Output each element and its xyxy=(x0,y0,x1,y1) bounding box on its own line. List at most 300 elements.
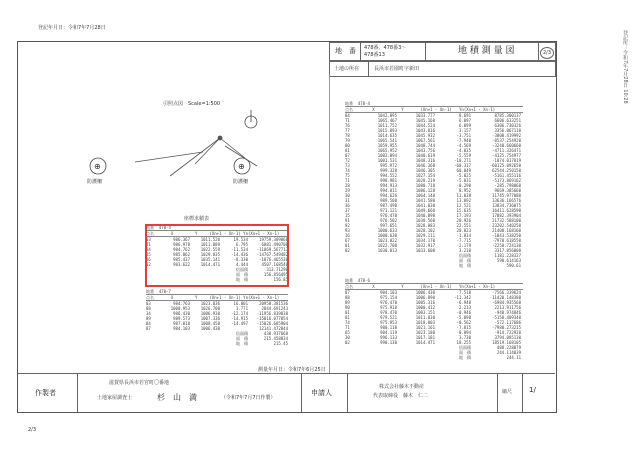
table-cell: 1028.219 xyxy=(415,178,435,183)
table-cell: 18.255 xyxy=(456,340,471,345)
table-cell: 1042.895 xyxy=(377,113,397,118)
table-cell: 86 xyxy=(146,257,151,262)
table-cell: 15 xyxy=(345,213,350,218)
total-value: 215.45 xyxy=(273,341,288,346)
table-cell: -8.330 xyxy=(233,257,248,262)
table-cell: 2.213 xyxy=(458,305,471,310)
table-cell: 1028.883 xyxy=(415,223,435,228)
table-header: 点名 X Y (Xn+1 - Xn-1) Yn(Xn+1 - Xn-1) xyxy=(345,284,523,290)
table-cell: 81 xyxy=(345,148,350,153)
table-total-row xyxy=(345,263,523,268)
total-label: 地 積 xyxy=(236,277,248,282)
table-cell: 4507.168540 xyxy=(261,262,288,267)
table-cell: 1000.953 xyxy=(170,306,190,311)
table-cell: 11.038 xyxy=(456,193,471,198)
total-label: 地 積 xyxy=(459,263,471,268)
table-cell: 994.552 xyxy=(380,173,397,178)
table-cell: 1034.170 xyxy=(415,238,435,243)
table-cell: -11.534 xyxy=(231,247,248,252)
table-cell: 73 xyxy=(345,163,350,168)
coord-table-478-4-b xyxy=(345,101,523,268)
table-cell: 28 xyxy=(345,183,350,188)
table-cell: 986.978 xyxy=(173,242,190,247)
table-cell: 976.470 xyxy=(380,213,397,218)
table-cell: -6984.935568 xyxy=(492,300,521,305)
table-cell: -60.317 xyxy=(454,163,471,168)
table-cell: -14.915 xyxy=(231,316,248,321)
total-label: 倍面積 xyxy=(459,345,471,350)
table-cell: 02 xyxy=(345,340,350,345)
table-cell: 1011.889 xyxy=(200,242,220,247)
table-cell: 1000.630 xyxy=(377,233,397,238)
table-cell: 3356.067110 xyxy=(494,128,521,133)
table-cell: 84 xyxy=(345,113,350,118)
table-cell: 11745.977080 xyxy=(492,193,521,198)
table-cell: 985.062 xyxy=(173,252,190,257)
table-cell: -0.290 xyxy=(456,183,471,188)
table-cell: -5161.455116 xyxy=(492,173,521,178)
table-cell: 84 xyxy=(146,321,151,326)
total-value: 313.71290 xyxy=(266,267,288,272)
title-block xyxy=(329,42,556,62)
table-cell: 1044.524 xyxy=(415,123,435,128)
table-cell: 87 xyxy=(345,290,350,295)
table-cell: 19.534 xyxy=(233,237,248,242)
table-cell: 02 xyxy=(345,248,350,253)
table-cell: -7980.273215 xyxy=(492,325,521,330)
table-cell: -948.974846 xyxy=(494,310,521,315)
table-cell: 22.551 xyxy=(456,223,471,228)
table-cell: 90 xyxy=(345,305,350,310)
table-cell: 12141.472044 xyxy=(259,326,288,331)
table-cell: -5.559 xyxy=(456,153,471,158)
table-cell: 93 xyxy=(345,228,350,233)
made-date: （令和7年7月7日作製） xyxy=(221,395,276,401)
table-cell: 37 xyxy=(345,208,350,213)
table-cell: 60.049 xyxy=(456,168,471,173)
table-cell: -4.569 xyxy=(456,143,471,148)
table-cell: 34 xyxy=(146,311,151,316)
table-cell: -14.436 xyxy=(231,252,248,257)
table-cell: 16411.628590 xyxy=(492,208,521,213)
table-cell: 1080.718 xyxy=(415,183,435,188)
sheet-number: 2/3 xyxy=(540,47,554,59)
table-cell: 1023.022 xyxy=(377,238,397,243)
location-label: 土地の所在 xyxy=(334,66,360,72)
table-cell: 88 xyxy=(146,306,151,311)
table-cell: 984.103 xyxy=(173,326,190,331)
table-cell: -4711.326471 xyxy=(492,148,521,153)
table-cell: 2844.691243 xyxy=(261,306,288,311)
table-cell: 20.823 xyxy=(456,228,471,233)
table-cell: 975.154 xyxy=(380,295,397,300)
table-cell: T1 xyxy=(146,242,151,247)
table-cell: 987.018 xyxy=(173,321,190,326)
table-cell: 1006.430 xyxy=(200,326,220,331)
table-cell: 31 xyxy=(345,198,350,203)
table-cell: 1026.700 xyxy=(200,306,220,311)
table-cell: 89 xyxy=(345,300,350,305)
total-label: 面 積 xyxy=(236,272,248,277)
table-cell: 973.121 xyxy=(380,208,397,213)
table-cell: 1067.561 xyxy=(415,138,435,143)
maker-title: 土地家屋調査士 xyxy=(97,395,133,401)
footer-block xyxy=(17,373,555,412)
table-cell: 1059.955 xyxy=(377,143,397,148)
table-cell: -7.940 xyxy=(456,138,471,143)
table-cell: 994.811 xyxy=(380,188,397,193)
table-cell: 1030.013 xyxy=(377,248,397,253)
total-value: 590.614163 xyxy=(496,258,521,263)
table-cell: 1040.098 xyxy=(415,213,435,218)
table-cell: 80 xyxy=(345,143,350,148)
table-cell: -4.035 xyxy=(456,148,471,153)
table-cell: -11869.567713 xyxy=(256,247,288,252)
table-cell: -7978.618550 xyxy=(492,238,521,243)
table-cell: 15.635 xyxy=(456,208,471,213)
table-cell: 1043.756 xyxy=(415,148,435,153)
table-cell: -5158.409340 xyxy=(492,315,521,320)
table-cell: 6.795 xyxy=(235,242,248,247)
table-header: 点名 X Y (Xn+1 - Xn-1) Yn(Xn+1 - Xn-1) xyxy=(146,295,288,301)
table-cell: 01 xyxy=(345,310,350,315)
table-cell: 1065.541 xyxy=(377,138,397,143)
table-cell: 1046.368 xyxy=(415,163,435,168)
coord-table-478-7 xyxy=(146,289,288,346)
table-cell: 79 xyxy=(345,138,350,143)
table-cell: 980.118 xyxy=(380,325,397,330)
table-cell: 997.651 xyxy=(380,223,397,228)
table-cell: -4125.754977 xyxy=(492,153,521,158)
table-cell: 1028.102 xyxy=(415,228,435,233)
table-cell: 979.521 xyxy=(380,315,397,320)
table-cell: -1074.017819 xyxy=(492,158,521,163)
table-cell: 13.092 xyxy=(456,198,471,203)
table-cell: 975.910 xyxy=(380,305,397,310)
table-cell: 1022.700 xyxy=(377,243,397,248)
table-cell: 1046.305 xyxy=(415,168,435,173)
table-cell: 1035.141 xyxy=(200,257,220,262)
table-cell: 1000.412 xyxy=(415,305,435,310)
table-cell: 986.367 xyxy=(173,237,190,242)
table-cell: 996.133 xyxy=(380,335,397,340)
registry-stamp-vertical: 登記所：令和7年7月28日 10:28 xyxy=(622,30,628,104)
table-cell: 4.444 xyxy=(235,262,248,267)
table-cell: -7566.339624 xyxy=(492,290,521,295)
applicant-representative: 代表取締役 藤木 仁二 xyxy=(373,393,429,399)
table-cell: 1007.336 xyxy=(200,316,220,321)
table-cell: 71 xyxy=(345,325,350,330)
table-cell: 1029.111 xyxy=(415,233,435,238)
table-cell: 01 xyxy=(345,243,350,248)
table-cell: 84 xyxy=(146,247,151,252)
boundary-marker-right-icon xyxy=(232,157,252,175)
table-cell: 6.097 xyxy=(458,118,471,123)
table-cell: 1029.835 xyxy=(200,252,220,257)
survey-date: 測量年月日：令和7年6月25日 xyxy=(258,367,326,373)
table-cell: 6306.730326 xyxy=(494,123,521,128)
table-cell: 1001.531 xyxy=(377,158,397,163)
table-cell: 76 xyxy=(345,123,350,128)
table-cell: 989.573 xyxy=(173,316,190,321)
table-cell: 1003.151 xyxy=(415,310,435,315)
scale-label: 縮尺 xyxy=(502,389,513,395)
table-cell: 8785.300137 xyxy=(494,113,521,118)
total-value: 156.85 xyxy=(273,277,288,282)
table-cell: 13034.736075 xyxy=(492,203,521,208)
table-cell: 1023.836 xyxy=(200,301,220,306)
total-value: 430.917668 xyxy=(263,331,288,336)
table-cell: 1023.180 xyxy=(415,330,435,335)
table-cell: 6.099 xyxy=(458,123,471,128)
table-cell: 999.328 xyxy=(380,168,397,173)
table-cell: 16.801 xyxy=(233,301,248,306)
table-cell: -1.014 xyxy=(456,233,471,238)
total-label: 面 積 xyxy=(459,350,471,355)
maker-name: 杉 山 満 xyxy=(157,393,197,402)
table-cell: 1000.633 xyxy=(377,228,397,233)
table-cell: 3317.856000 xyxy=(494,248,521,253)
table-cell: 9669.385660 xyxy=(494,188,521,193)
total-value: 1181.228327 xyxy=(494,253,521,258)
table-cell: 02 xyxy=(146,262,151,267)
table-cell: 62544.250150 xyxy=(492,168,521,173)
table-parcel: 地番 478-4 xyxy=(146,225,288,231)
table-cell: 1014.471 xyxy=(415,340,435,345)
table-cell: 21408.168160 xyxy=(492,228,521,233)
total-label: 倍面積 xyxy=(459,253,471,258)
table-header: 点名 X Y (Xn+1 - Xn-1) Yn(Xn+1 - Xn-1) xyxy=(345,107,523,113)
table-cell: 990.130 xyxy=(380,340,397,345)
table-cell: 12.521 xyxy=(456,203,471,208)
table-cell: 8.691 xyxy=(458,113,471,118)
table-cell: 983.622 xyxy=(173,262,190,267)
table-cell: 1040.619 xyxy=(415,153,435,158)
table-cell: 1021.161 xyxy=(415,325,435,330)
total-value: 215.458834 xyxy=(263,336,288,341)
table-cell: 13636.166576 xyxy=(492,198,521,203)
table-cell: 976.470 xyxy=(380,300,397,305)
table-cell: 81 xyxy=(345,315,350,320)
table-cell: 85 xyxy=(146,252,151,257)
table-cell: 1014.635 xyxy=(377,133,397,138)
table-cell: 987.490 xyxy=(380,203,397,208)
table-cell: -14.497 xyxy=(231,321,248,326)
table-header: 点名 X Y (Xn+1 - Xn-1) Yn(Xn+1 - Xn-1) xyxy=(146,231,288,237)
table-total-row xyxy=(345,355,523,360)
total-value: 244.11 xyxy=(506,355,521,360)
scale-value: 1/ xyxy=(529,386,536,394)
reference-diagram-caption: 引照点図 Scale=1:500 xyxy=(163,101,221,107)
highlighted-table-box xyxy=(145,224,289,287)
table-cell: 75 xyxy=(345,173,350,178)
table-cell: -5.025 xyxy=(456,173,471,178)
table-cell: 1027.154 xyxy=(415,173,435,178)
table-cell: 92 xyxy=(345,223,350,228)
table-cell: -914.722920 xyxy=(494,330,521,335)
table-cell: 1011.520 xyxy=(200,237,220,242)
table-cell: 1045.160 xyxy=(415,118,435,123)
table-cell: 1008.450 xyxy=(200,321,220,326)
table-cell: -5.098 xyxy=(456,315,471,320)
table-cell: 72 xyxy=(345,158,350,163)
total-value: 590.61 xyxy=(506,263,521,268)
table-cell: 1045.932 xyxy=(415,133,435,138)
boundary-marker-right-label: 防護柵 xyxy=(233,179,249,185)
table-cell: 3.771 xyxy=(235,306,248,311)
table-cell: -3.751 xyxy=(456,133,471,138)
svg-text:⊕: ⊕ xyxy=(238,162,245,171)
table-cell: 1086.128 xyxy=(415,188,435,193)
table-cell: 1065.467 xyxy=(377,118,397,123)
table-cell: 3.210 xyxy=(458,248,471,253)
table-cell: 995.972 xyxy=(380,163,397,168)
table-cell: 1022.559 xyxy=(200,247,220,252)
table-cell: 71 xyxy=(345,178,350,183)
table-cell: 1038.560 xyxy=(415,218,435,223)
table-cell: 1017.181 xyxy=(415,335,435,340)
table-cell: 67 xyxy=(345,238,350,243)
table-cell: -60125.092650 xyxy=(489,163,521,168)
parcel-number-label: 地 番 xyxy=(335,47,356,55)
table-cell: -14767.549482 xyxy=(256,252,288,257)
table-cell: 30 xyxy=(345,335,350,340)
registration-date-note: 登記年月日：令和7年7月28日 xyxy=(38,25,106,31)
table-cell: -15016.077854 xyxy=(256,316,288,321)
table-cell: 989.508 xyxy=(380,198,397,203)
table-cell: -8537.254920 xyxy=(492,138,521,143)
table-cell: 1043.816 xyxy=(415,128,435,133)
table-cell: -285.798060 xyxy=(494,183,521,188)
table-cell: 986.430 xyxy=(173,311,190,316)
table-cell: T1 xyxy=(345,118,350,123)
table-cell: 975.953 xyxy=(380,320,397,325)
table-cell: -7.715 xyxy=(456,238,471,243)
reference-point-diagram xyxy=(75,106,305,196)
table-cell: 994.626 xyxy=(380,193,397,198)
table-cell: 29 xyxy=(345,188,350,193)
table-cell: 3794.085130 xyxy=(494,335,521,340)
table-cell: -572.117686 xyxy=(494,320,521,325)
total-label: 面 積 xyxy=(459,258,471,263)
table-cell: 1041.580 xyxy=(415,198,435,203)
table-cell: 976.502 xyxy=(380,218,397,223)
table-cell: 18519.168105 xyxy=(492,340,521,345)
page-number-note: 2/3 xyxy=(28,427,37,433)
table-cell: 994.913 xyxy=(380,183,397,188)
table-cell: 36 xyxy=(345,203,350,208)
boundary-marker-left-icon xyxy=(88,157,108,175)
table-cell: 1014.471 xyxy=(200,262,220,267)
table-cell: 1011.830 xyxy=(415,315,435,320)
table-cell: 16 xyxy=(345,233,350,238)
applicant-company: 株式会社藤木不動産 xyxy=(379,384,425,390)
table-cell: 19759.309868 xyxy=(259,237,288,242)
table-cell: 1006.430 xyxy=(415,290,435,295)
table-cell: -5173.869162 xyxy=(492,178,521,183)
applicant-label: 申請人 xyxy=(311,389,332,397)
table-cell: -11.342 xyxy=(454,295,471,300)
table-cell: 23202.540250 xyxy=(492,223,521,228)
coord-table-478-6 xyxy=(345,278,523,360)
table-cell: 3.157 xyxy=(458,128,471,133)
table-cell: -1876.465530 xyxy=(259,257,288,262)
svg-text:⊕: ⊕ xyxy=(94,162,101,171)
table-cell: 65 xyxy=(345,330,350,335)
table-cell: 8.952 xyxy=(458,188,471,193)
table-cell: 1002.094 xyxy=(377,153,397,158)
table-cell: -10.271 xyxy=(454,158,471,163)
location-value: 長浜市若園町字新田 xyxy=(374,66,420,72)
table-cell: 89 xyxy=(146,316,151,321)
table-cell: 91 xyxy=(345,218,350,223)
location-block xyxy=(329,60,556,77)
table-cell: 998.981 xyxy=(380,178,397,183)
table-cell: -11956.839838 xyxy=(256,311,288,316)
total-label: 倍面積 xyxy=(236,331,248,336)
total-label: 面 積 xyxy=(236,336,248,341)
table-cell: 74 xyxy=(345,168,350,173)
maker-label: 作製者 xyxy=(35,389,56,397)
table-cell: 6881.490700 xyxy=(261,242,288,247)
table-cell: 1032.917 xyxy=(415,243,435,248)
table-cell: -6.948 xyxy=(456,300,471,305)
table-cell: 20.926 xyxy=(456,218,471,223)
table-cell: 87 xyxy=(146,326,151,331)
table-cell: 03 xyxy=(146,237,151,242)
boundary-marker-left-label: 防護柵 xyxy=(87,179,103,185)
table-cell: -2.179 xyxy=(456,243,471,248)
table-cell: 3.730 xyxy=(458,335,471,340)
table-cell: 1065.952 xyxy=(377,148,397,153)
table-cell: 984.763 xyxy=(173,301,190,306)
table-cell: 1064.140 xyxy=(415,193,435,198)
total-value: 488.228079 xyxy=(496,345,521,350)
total-label: 地 積 xyxy=(459,355,471,360)
table-cell: -7.815 xyxy=(456,325,471,330)
table-cell: 74 xyxy=(345,320,350,325)
table-cell: 1041.030 xyxy=(415,203,435,208)
reference-line xyxy=(170,138,220,176)
maker-address: 滋賀県長浜市若宮町〇番地 xyxy=(109,380,170,386)
table-cell: 1005.316 xyxy=(415,300,435,305)
total-label: 倍面積 xyxy=(236,267,248,272)
table-cell: 77 xyxy=(345,128,350,133)
table-cell: 1018.003 xyxy=(415,320,435,325)
table-cell: 1006.890 xyxy=(415,295,435,300)
table-cell: -7.518 xyxy=(456,290,471,295)
table-total-row xyxy=(146,341,288,346)
parcel-number-line1: 478番、478番3〜 xyxy=(364,45,407,51)
reference-point xyxy=(218,136,222,140)
table-parcel: 地番 478-6 xyxy=(345,278,523,284)
table-cell: 17882.393904 xyxy=(492,213,521,218)
table-cell: -1043.538250 xyxy=(492,233,521,238)
table-cell: -3240.660660 xyxy=(492,143,521,148)
table-cell: 03 xyxy=(146,301,151,306)
table-cell: -5.031 xyxy=(456,178,471,183)
table-cell: 1006.930 xyxy=(200,311,220,316)
table-cell: 1033.600 xyxy=(415,248,435,253)
table-cell: 984.103 xyxy=(380,290,397,295)
table-cell: -0.562 xyxy=(456,320,471,325)
table-cell: 985.437 xyxy=(173,257,190,262)
document-title: 地 積 測 量 図 xyxy=(458,46,515,56)
table-cell: 1033.777 xyxy=(415,113,435,118)
total-value: 244.114039 xyxy=(496,350,521,355)
table-parcel: 地番 478-7 xyxy=(146,289,288,295)
total-label: 地 積 xyxy=(236,341,248,346)
